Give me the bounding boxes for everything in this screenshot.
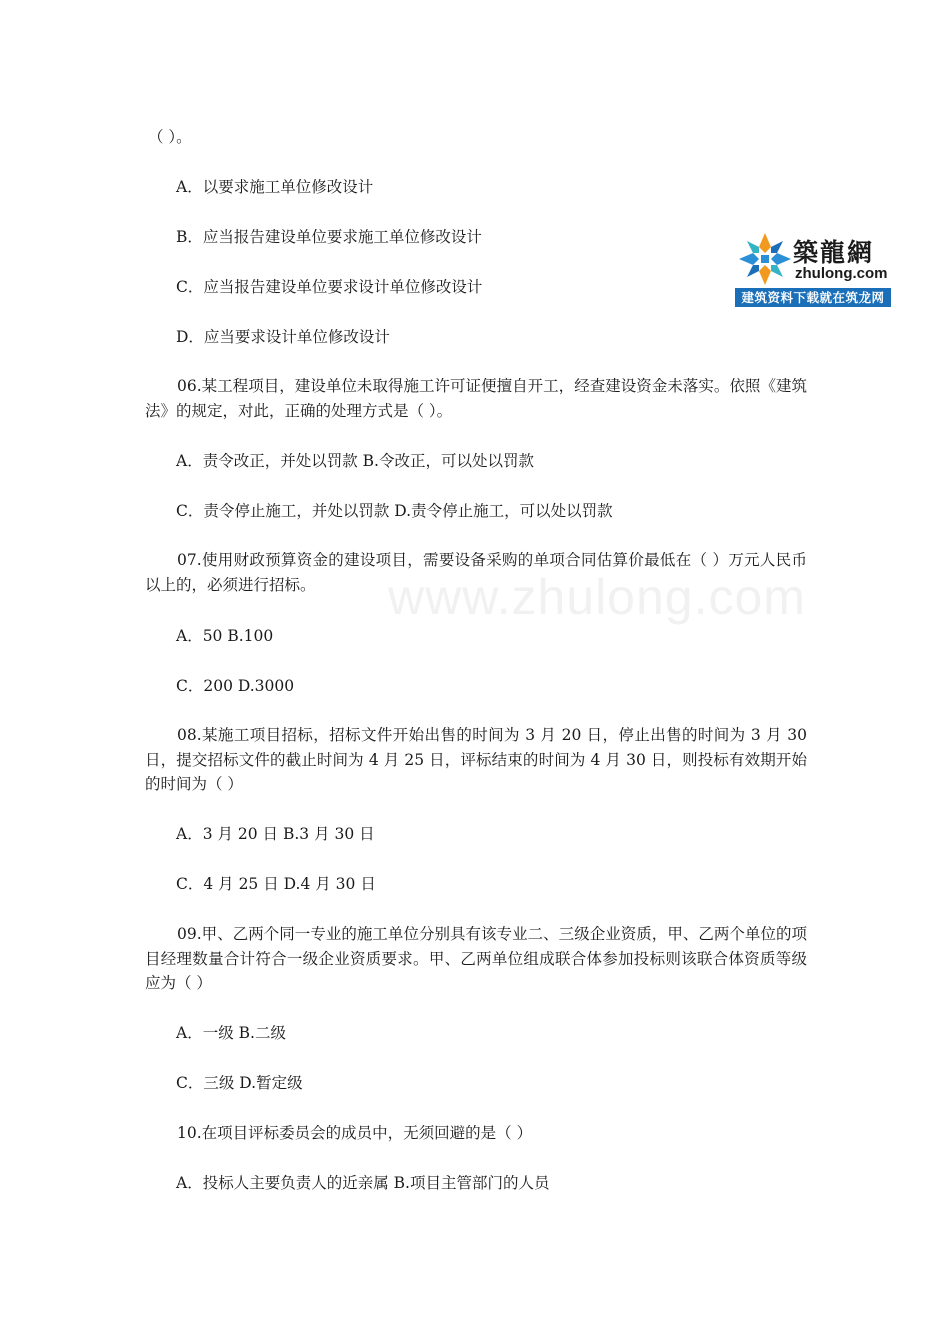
q09-options-1: A．一级 B.二级	[176, 1024, 286, 1042]
q09-text: 09.甲、乙两个同一专业的施工单位分别具有该专业二、三级企业资质，甲、乙两个单位的项目经理数量合计符合一级企业资质要求。甲、乙两单位组成联合体参加投标则该联合体资质等级应为（ ）	[145, 925, 807, 992]
q05-option-c: C．应当报告建设单位要求设计单位修改设计	[176, 278, 483, 296]
q10-text: 10.在项目评标委员会的成员中，无须回避的是（ ）	[177, 1124, 533, 1142]
q06-text: 06.某工程项目，建设单位未取得施工许可证便擅自开工，经查建设资金未落实。依照《建筑法》的规定，对此，正确的处理方式是（ ）。	[145, 377, 807, 420]
q06-options-1: A．责令改正，并处以罚款 B.令改正，可以处以罚款	[176, 452, 534, 470]
q05-option-b: B．应当报告建设单位要求施工单位修改设计	[176, 228, 482, 246]
logo-chinese-name: 築龍網	[793, 238, 875, 267]
zhulong-emblem-icon	[737, 231, 793, 287]
q07-text: 07.使用财政预算资金的建设项目，需要设备采购的单项合同估算价最低在（ ）万元人民币以上的，必须进行招标。	[145, 551, 807, 594]
q07-options-2: C．200 D.3000	[176, 677, 295, 695]
q06-options-2: C．责令停止施工，并处以罚款 D.责令停止施工，可以处以罚款	[176, 502, 613, 520]
q05-option-a: A．以要求施工单位修改设计	[176, 178, 374, 196]
q10-options-1: A．投标人主要负责人的近亲属 B.项目主管部门的人员	[176, 1174, 550, 1192]
watermark: www.zhulong.com	[388, 569, 806, 625]
logo-tagline: 建筑资料下载就在筑龙网	[735, 288, 891, 307]
q05-option-d: D．应当要求设计单位修改设计	[176, 328, 390, 346]
question-stem-tail: （ ）。	[148, 128, 192, 146]
q08-options-2: C．4 月 25 日 D.4 月 30 日	[176, 875, 376, 893]
q08-options-1: A．3 月 20 日 B.3 月 30 日	[176, 825, 375, 843]
zhulong-logo[interactable]	[735, 231, 891, 307]
q08-text: 08.某施工项目招标，招标文件开始出售的时间为 3 月 20 日，停止出售的时间为 3 月 30 日，提交招标文件的截止时间为 4 月 25 日，评标结束的时间为 4 月 30 日，则投标有效期开始的时间为（ ）	[145, 726, 807, 793]
q09-options-2: C．三级 D.暂定级	[176, 1074, 303, 1092]
q07-options-1: A．50 B.100	[176, 627, 274, 645]
logo-domain: zhulong.com	[795, 265, 888, 282]
